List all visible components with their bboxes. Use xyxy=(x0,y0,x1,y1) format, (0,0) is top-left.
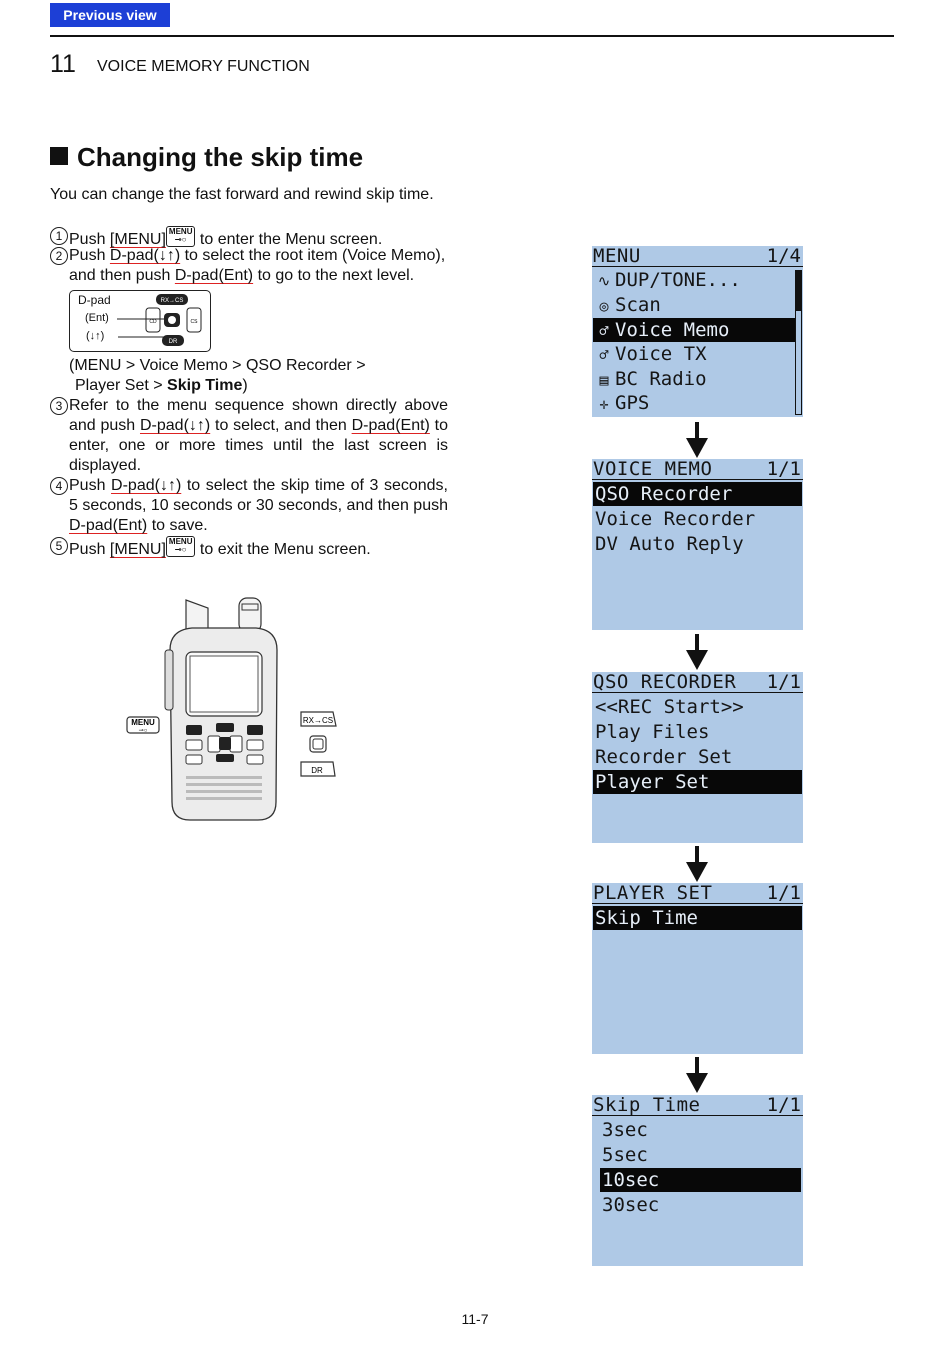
section-title-text: Changing the skip time xyxy=(77,142,364,172)
wave-icon: ∿ xyxy=(597,272,611,290)
screen-page: 1/1 xyxy=(766,671,801,693)
option-3sec[interactable]: 3sec xyxy=(602,1119,648,1141)
menu-item-player-set[interactable]: Player Set xyxy=(593,770,802,794)
arrow-down-icon xyxy=(686,1057,708,1093)
satellite-icon: ✛ xyxy=(599,395,609,413)
step-number: 1 xyxy=(50,227,68,245)
scrollbar[interactable] xyxy=(795,270,802,415)
radio-icon: ▤ xyxy=(599,371,609,389)
menu-item-voice-memo[interactable]: ♂ Voice Memo xyxy=(593,318,795,342)
arrow-down-icon xyxy=(686,846,708,882)
menu-path: (MENU > Voice Memo > QSO Recorder > Player Set > Skip Time) xyxy=(69,357,366,394)
svg-text:DR: DR xyxy=(168,339,178,345)
screen-page: 1/4 xyxy=(766,245,801,267)
svg-text:MENU: MENU xyxy=(131,718,155,727)
menu-item-rec-start[interactable]: <<REC Start>> xyxy=(595,696,744,718)
menu-key-ref: [MENU] MENU ⊸○ xyxy=(110,231,196,248)
dpad-ent-label: (Ent) xyxy=(85,312,109,324)
svg-text:RX→CS: RX→CS xyxy=(302,716,334,725)
screen-title: QSO RECORDER xyxy=(593,671,737,693)
step-4: 4 Push D-pad(↓↑) to select the skip time of 3 seconds, 5 seconds, 10 seconds or 30 seconds, and then push D-pad(Ent) to save. xyxy=(50,476,448,536)
menu-path-target: Skip Time xyxy=(167,377,243,394)
menu-item-recorder-set[interactable]: Recorder Set xyxy=(595,746,733,768)
svg-text:RX→CS: RX→CS xyxy=(160,298,184,304)
chapter-title: VOICE MEMORY FUNCTION xyxy=(97,58,310,75)
microphone-icon: ♂ xyxy=(599,322,609,340)
menu-item-play-files[interactable]: Play Files xyxy=(595,721,710,743)
page-number: 11-7 xyxy=(461,1311,489,1327)
step-number: 5 xyxy=(50,537,68,555)
screen-page: 1/1 xyxy=(766,1094,801,1116)
option-30sec[interactable]: 30sec xyxy=(602,1194,660,1216)
step-2: 2 Push D-pad(↓↑) to select the root item (Voice Memo), and then push D-pad(Ent) to go to the next level. xyxy=(50,246,448,286)
step-number: 3 xyxy=(50,397,68,415)
step-number: 4 xyxy=(50,477,68,495)
menu-path-line1: (MENU > Voice Memo > QSO Recorder > xyxy=(69,357,366,374)
svg-text:⊸○: ⊸○ xyxy=(138,728,148,734)
menu-item-skip-time[interactable]: Skip Time xyxy=(593,906,802,930)
screen-page: 1/1 xyxy=(766,882,801,904)
svg-text:DR: DR xyxy=(311,766,323,775)
header-rule xyxy=(50,35,894,37)
arrow-down-icon xyxy=(686,422,708,458)
dpad-diagram xyxy=(69,290,211,352)
menu-item-scan[interactable]: ◎ Scan xyxy=(593,293,661,317)
menu-key-icon: MENU ⊸○ xyxy=(166,536,196,557)
previous-view-button[interactable]: Previous view xyxy=(50,3,170,27)
arrow-down-icon xyxy=(686,634,708,670)
menu-item-bc-radio[interactable]: ▤ BC Radio xyxy=(593,367,707,391)
lcd-screen-voice-memo xyxy=(592,459,803,630)
square-bullet-icon xyxy=(50,147,68,165)
menu-item-voice-tx[interactable]: ♂ Voice TX xyxy=(593,342,707,366)
step-number: 2 xyxy=(50,247,68,265)
chapter-number: 11 xyxy=(50,50,76,78)
option-5sec[interactable]: 5sec xyxy=(602,1144,648,1166)
svg-text:CD: CD xyxy=(149,319,157,325)
screen-page: 1/1 xyxy=(766,458,801,480)
menu-item-gps[interactable]: ✛ GPS xyxy=(593,391,649,415)
microphone-tx-icon: ♂ xyxy=(599,346,609,364)
menu-key-icon: MENU ⊸○ xyxy=(166,226,196,247)
screen-title: Skip Time xyxy=(593,1094,701,1116)
lcd-screen-qso-recorder xyxy=(592,672,803,843)
option-10sec[interactable]: 10sec xyxy=(600,1168,801,1192)
menu-item-qso-recorder[interactable]: QSO Recorder xyxy=(593,482,802,506)
menu-item-dup-tone[interactable]: ∿ DUP/TONE... xyxy=(593,268,741,292)
screen-title: MENU xyxy=(593,245,641,267)
dpad-updown-ref: D-pad(↓↑) xyxy=(109,247,181,264)
lcd-screen-player-set xyxy=(592,883,803,1054)
step-1: 1 Push [MENU] MENU ⊸○ to enter the Menu screen. xyxy=(50,226,448,250)
dpad-keys-icon xyxy=(70,291,210,351)
dpad-updown-label: (↓↑) xyxy=(86,330,105,342)
step-3: 3 Refer to the menu sequence shown directly above and push D-pad(↓↑) to select, and then D-pad(Ent) to enter, one or more times until the last screen is displayed. xyxy=(50,396,448,476)
menu-item-dv-auto-reply[interactable]: DV Auto Reply xyxy=(595,533,744,555)
section-title xyxy=(50,142,363,173)
svg-text:CS: CS xyxy=(190,319,198,325)
dpad-ent-ref: D-pad(Ent) xyxy=(174,267,254,284)
screen-title: VOICE MEMO xyxy=(593,458,713,480)
step-5: 5 Push [MENU] MENU ⊸○ to exit the Menu screen. xyxy=(50,536,448,560)
screen-title: PLAYER SET xyxy=(593,882,713,904)
radio-illustration xyxy=(120,590,350,830)
lcd-screen-skip-time xyxy=(592,1095,803,1266)
menu-item-voice-recorder[interactable]: Voice Recorder xyxy=(595,508,756,530)
intro-text: You can change the fast forward and rewind skip time. xyxy=(50,186,434,203)
dpad-label: D-pad xyxy=(78,293,111,307)
binoculars-icon: ◎ xyxy=(599,297,609,315)
lcd-screen-menu xyxy=(592,246,803,417)
